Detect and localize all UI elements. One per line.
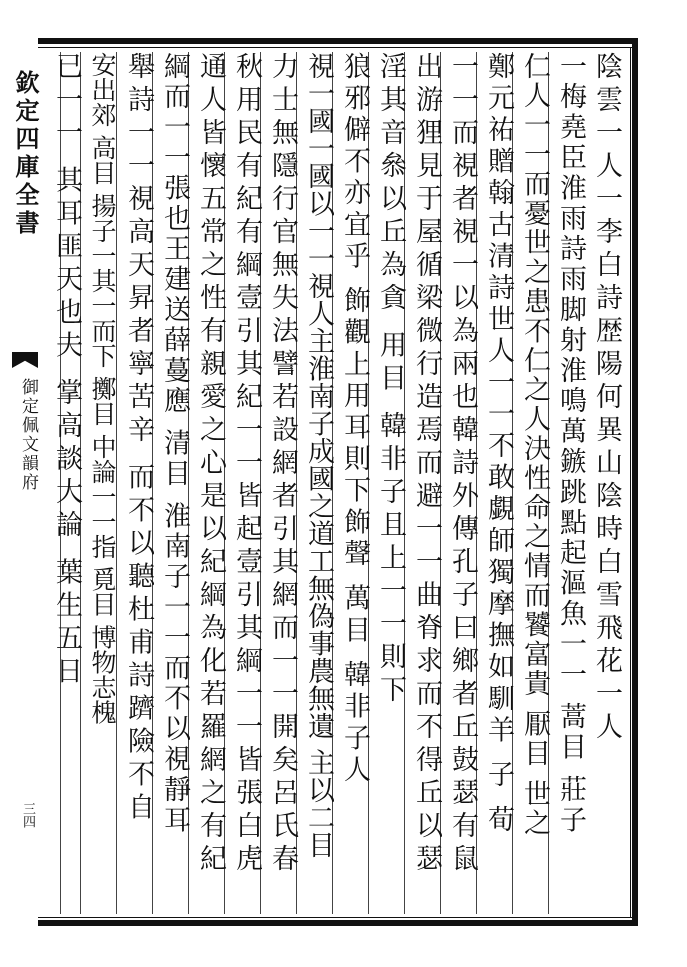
text-column: 舉詩一一視高天昇者寧苦辛 而不以聽杜甫詩躋險不自 [116,52,160,914]
frame-rule-right [630,47,631,917]
text-column: 淫其音叅以丘為貪 用目 韓非子且上一一則下 [368,52,412,914]
frame-rule-bottom [38,917,632,918]
frame-rule-top [38,47,632,48]
text-column: 陰雲一人一李白詩歴陽何異山陰時白雪飛花一人 [591,52,622,745]
book-title: 欽定四庫全書 [11,70,40,238]
text-columns [51,52,628,914]
text-column: 視一國一國以一一視人主淮南子成國之道工無偽事農無遺 主以二目 [296,52,340,914]
text-column: 仁人一一而憂世之患不仁之人決性命之情而饕富貴 厭目 世之 [512,52,556,914]
text-column: 鄭元祐贈翰古清詩世人一一不敢覷師獨摩撫如馴羊 子 荀 [476,52,520,914]
book-subtitle: 御定佩文韻府 [18,378,38,492]
text-column: 已一一 其耳匪天也夫 掌高談大論 葉生五日 [60,52,88,914]
text-column: 一梅堯臣淮雨詩雨脚射淮鳴萬鏃跳點起漚魚一一 蒿目 莊子 [548,52,592,914]
text-column: 一一而視者視一以為兩也韓詩外傳孔子曰鄉者丘鼓瑟有鼠 [440,52,484,914]
text-column: 秋用民有紀有綱壹引其紀一一皆起壹引其綱一一皆張白虎 [224,52,268,914]
page-number: 三四 [20,802,35,828]
text-column: 綱而一一張也王建送薛蔓應 清目 淮南子一一而不以視靜耳 [152,52,196,914]
fishtail-mark-icon [12,352,38,368]
page-margin [8,60,42,920]
text-column: 狼邪僻不亦宜乎 飾觀上用耳則下飾聲 萬目 韓非子人 [332,52,376,914]
text-column: 力士無隱行官無失法譬若設網者引其網而一一開矣呂氏春 [260,52,304,914]
text-column: 安出郊 高目 揚子一其一而下 擲目 中論一一指 覓目 博物志槐 [80,52,124,914]
text-column: 出游狸見于屋循梁微行造焉而避一一曲脊求而不得丘以瑟 [404,52,448,914]
text-column: 通人皆懷五常之性有親愛之心是以紀綱為化若羅網之有紀 [188,52,232,914]
